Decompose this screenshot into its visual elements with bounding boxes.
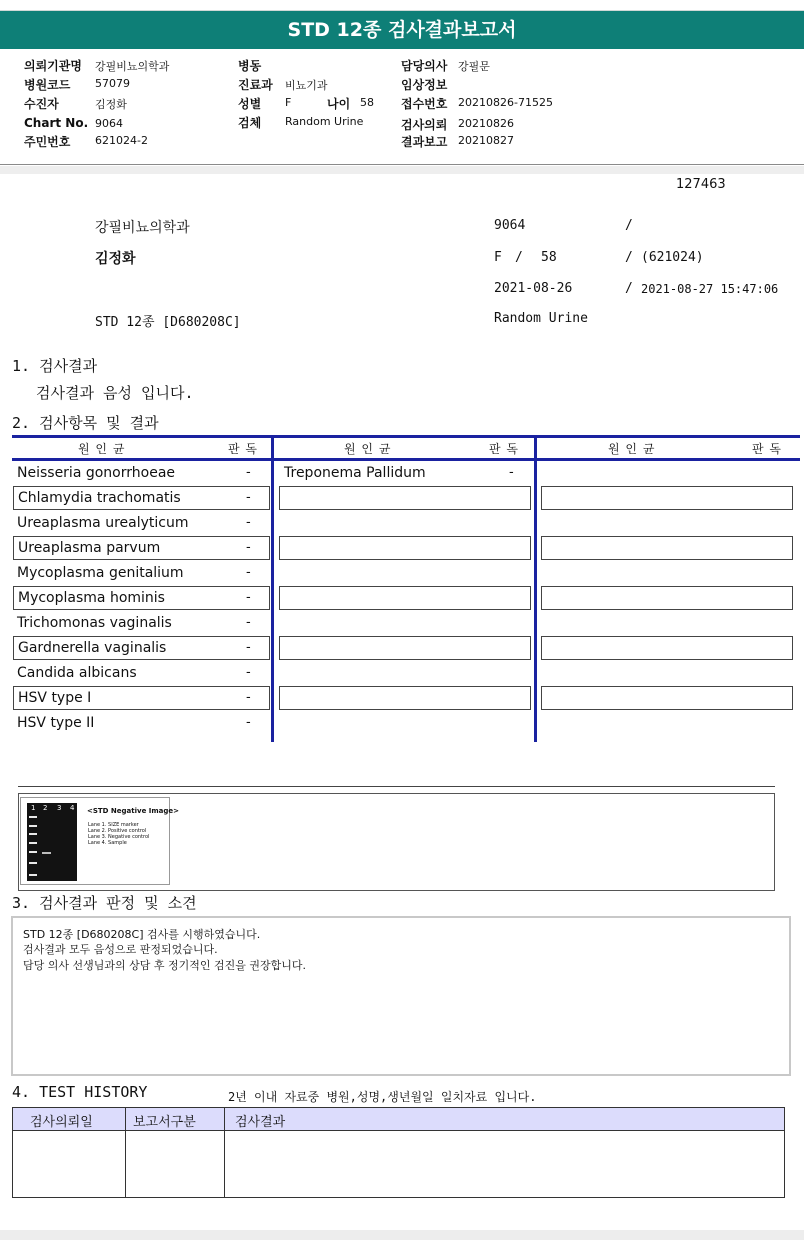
label-receipt-no: 접수번호 xyxy=(401,97,448,111)
label-specimen: 검체 xyxy=(238,116,262,130)
summary-hospital: 강필비뇨의학과 xyxy=(95,220,190,236)
label-sex: 성별 xyxy=(238,97,262,111)
label-ssn: 주민번호 xyxy=(24,135,71,149)
gray-band xyxy=(0,166,804,174)
table-header-rule xyxy=(12,458,800,461)
value-patient: 김정화 xyxy=(95,98,127,111)
summary-slash-sex: / xyxy=(515,250,523,265)
report-id: 127463 xyxy=(676,177,726,192)
header-cause-2: 원 인 균 xyxy=(344,442,392,456)
section3-heading: 3. 검사결과 판정 및 소견 xyxy=(12,894,197,912)
header-judge-1: 판 독 xyxy=(228,442,258,456)
gel-lane-2: 2 xyxy=(43,804,48,812)
summary-sex: F xyxy=(494,250,502,265)
label-hospital-code: 병원코드 xyxy=(24,78,71,92)
germ-result: - xyxy=(509,465,514,480)
summary-test-name: STD 12종 [D680208C] xyxy=(95,315,241,330)
comment-line-1: STD 12종 [D680208C] 검사를 시행하였습니다. xyxy=(23,928,261,941)
germ-name: Ureaplasma parvum xyxy=(18,540,161,556)
gel-band xyxy=(29,851,37,853)
row-box xyxy=(541,536,793,560)
row-box xyxy=(279,486,531,510)
germ-result: - xyxy=(246,540,251,555)
germ-result: - xyxy=(246,465,251,480)
germ-name: Neisseria gonorrhoeae xyxy=(17,465,176,481)
value-ssn: 621024-2 xyxy=(95,134,148,147)
germ-name: Ureaplasma urealyticum xyxy=(17,515,189,531)
germ-name: Gardnerella vaginalis xyxy=(18,640,167,656)
gel-title: <STD Negative Image> xyxy=(87,807,180,815)
row-box xyxy=(541,636,793,660)
gel-band xyxy=(29,842,37,844)
germ-name: HSV type I xyxy=(18,690,92,706)
report-title: STD 12종 검사결과보고서 xyxy=(0,10,804,49)
row-box xyxy=(541,586,793,610)
gel-legend-3: Lane 3. Negative control xyxy=(88,834,150,840)
value-hospital-code: 57079 xyxy=(95,77,130,90)
summary-slash-2: / xyxy=(625,250,633,265)
comment-line-2: 검사결과 모두 음성으로 판정되었습니다. xyxy=(23,943,218,956)
germ-result: - xyxy=(246,590,251,605)
value-doctor: 강필문 xyxy=(458,60,490,73)
summary-chart: 9064 xyxy=(494,218,526,233)
summary-patient: 김정화 xyxy=(95,251,136,267)
history-col-result: 검사결과 xyxy=(235,1115,286,1130)
row-box xyxy=(279,636,531,660)
history-col-report-type: 보고서구분 xyxy=(133,1115,196,1130)
label-department: 진료과 xyxy=(238,78,273,92)
gel-band xyxy=(29,825,37,827)
germ-name: Mycoplasma genitalium xyxy=(17,565,184,581)
label-doctor: 담당의사 xyxy=(401,59,448,73)
summary-specimen: Random Urine xyxy=(494,311,588,326)
row-box xyxy=(279,686,531,710)
history-col-divider xyxy=(125,1107,126,1198)
history-table-header xyxy=(12,1107,785,1131)
label-patient: 수진자 xyxy=(24,97,59,111)
section2-heading: 2. 검사항목 및 결과 xyxy=(12,414,159,432)
row-box xyxy=(279,536,531,560)
section1-heading: 1. 검사결과 xyxy=(12,357,98,375)
gel-lane-3: 3 xyxy=(57,804,62,812)
summary-ssn: (621024) xyxy=(641,250,704,265)
germ-result: - xyxy=(246,715,251,730)
header-cause-3: 원 인 균 xyxy=(608,442,656,456)
gel-lane-1: 1 xyxy=(31,804,36,812)
germ-name: Chlamydia trachomatis xyxy=(18,490,181,506)
germ-name: Trichomonas vaginalis xyxy=(17,615,172,631)
value-chart-no: 9064 xyxy=(95,117,123,130)
gel-band xyxy=(29,862,37,864)
gel-legend-4: Lane 4. Sample xyxy=(88,840,127,846)
gel-band xyxy=(29,833,37,835)
gel-legend-1: Lane 1. SIZE marker xyxy=(88,822,139,828)
comment-line-3: 담당 의사 선생님과의 상담 후 정기적인 검진을 권장합니다. xyxy=(23,959,306,972)
row-box xyxy=(541,486,793,510)
label-clinical-info: 임상정보 xyxy=(401,78,448,92)
germ-name: HSV type II xyxy=(17,715,95,731)
value-age: 58 xyxy=(360,96,374,109)
history-note: 2년 이내 자료중 병원,성명,생년월일 일치자료 입니다. xyxy=(228,1090,537,1104)
bottom-band xyxy=(0,1230,804,1240)
gel-lane-4: 4 xyxy=(70,804,75,812)
label-referring-institution: 의뢰기관명 xyxy=(24,59,82,73)
germ-result: - xyxy=(246,615,251,630)
label-report-date: 결과보고 xyxy=(401,135,448,149)
value-department: 비뇨기과 xyxy=(285,79,328,92)
label-chart-no: Chart No. xyxy=(24,116,89,130)
summary-request-date: 2021-08-26 xyxy=(494,281,573,296)
germ-name: Treponema Pallidum xyxy=(284,465,426,481)
summary-report-datetime: 2021-08-27 15:47:06 xyxy=(641,282,779,296)
germ-result: - xyxy=(246,490,251,505)
germ-result: - xyxy=(246,515,251,530)
germ-name: Mycoplasma hominis xyxy=(18,590,165,606)
history-col-request-date: 검사의뢰일 xyxy=(30,1115,93,1130)
table-top-rule xyxy=(12,435,800,438)
germ-result: - xyxy=(246,665,251,680)
history-col-divider xyxy=(224,1107,225,1198)
gel-band-positive xyxy=(42,852,51,854)
germ-result: - xyxy=(246,565,251,580)
header-cause-1: 원 인 균 xyxy=(78,442,126,456)
value-request-date: 20210826 xyxy=(458,117,514,130)
value-specimen: Random Urine xyxy=(285,115,364,128)
row-box xyxy=(541,686,793,710)
germ-result: - xyxy=(246,640,251,655)
header-judge-2: 판 독 xyxy=(489,442,519,456)
germ-name: Candida albicans xyxy=(17,665,137,681)
gel-separator xyxy=(18,786,775,787)
section1-result-text: 검사결과 음성 입니다. xyxy=(36,384,194,402)
summary-age: 58 xyxy=(541,250,557,265)
row-box xyxy=(279,586,531,610)
label-request-date: 검사의뢰 xyxy=(401,118,448,132)
header-divider xyxy=(0,164,804,165)
gel-band xyxy=(29,874,37,876)
table-column-divider-2 xyxy=(534,435,537,742)
section4-heading: 4. TEST HISTORY xyxy=(12,1083,148,1101)
label-age: 나이 xyxy=(327,97,351,111)
gel-legend-2: Lane 2. Positive control xyxy=(88,828,147,834)
value-sex: F xyxy=(285,96,292,109)
germ-result: - xyxy=(246,690,251,705)
label-ward: 병동 xyxy=(238,59,262,73)
header-judge-3: 판 독 xyxy=(752,442,782,456)
gel-band xyxy=(29,816,37,818)
summary-slash-3: / xyxy=(625,281,633,296)
value-referring-institution: 강필비뇨의학과 xyxy=(95,60,170,73)
table-column-divider-1 xyxy=(271,435,274,742)
summary-slash-1: / xyxy=(625,218,633,233)
value-receipt-no: 20210826-71525 xyxy=(458,96,553,109)
value-report-date: 20210827 xyxy=(458,134,514,147)
